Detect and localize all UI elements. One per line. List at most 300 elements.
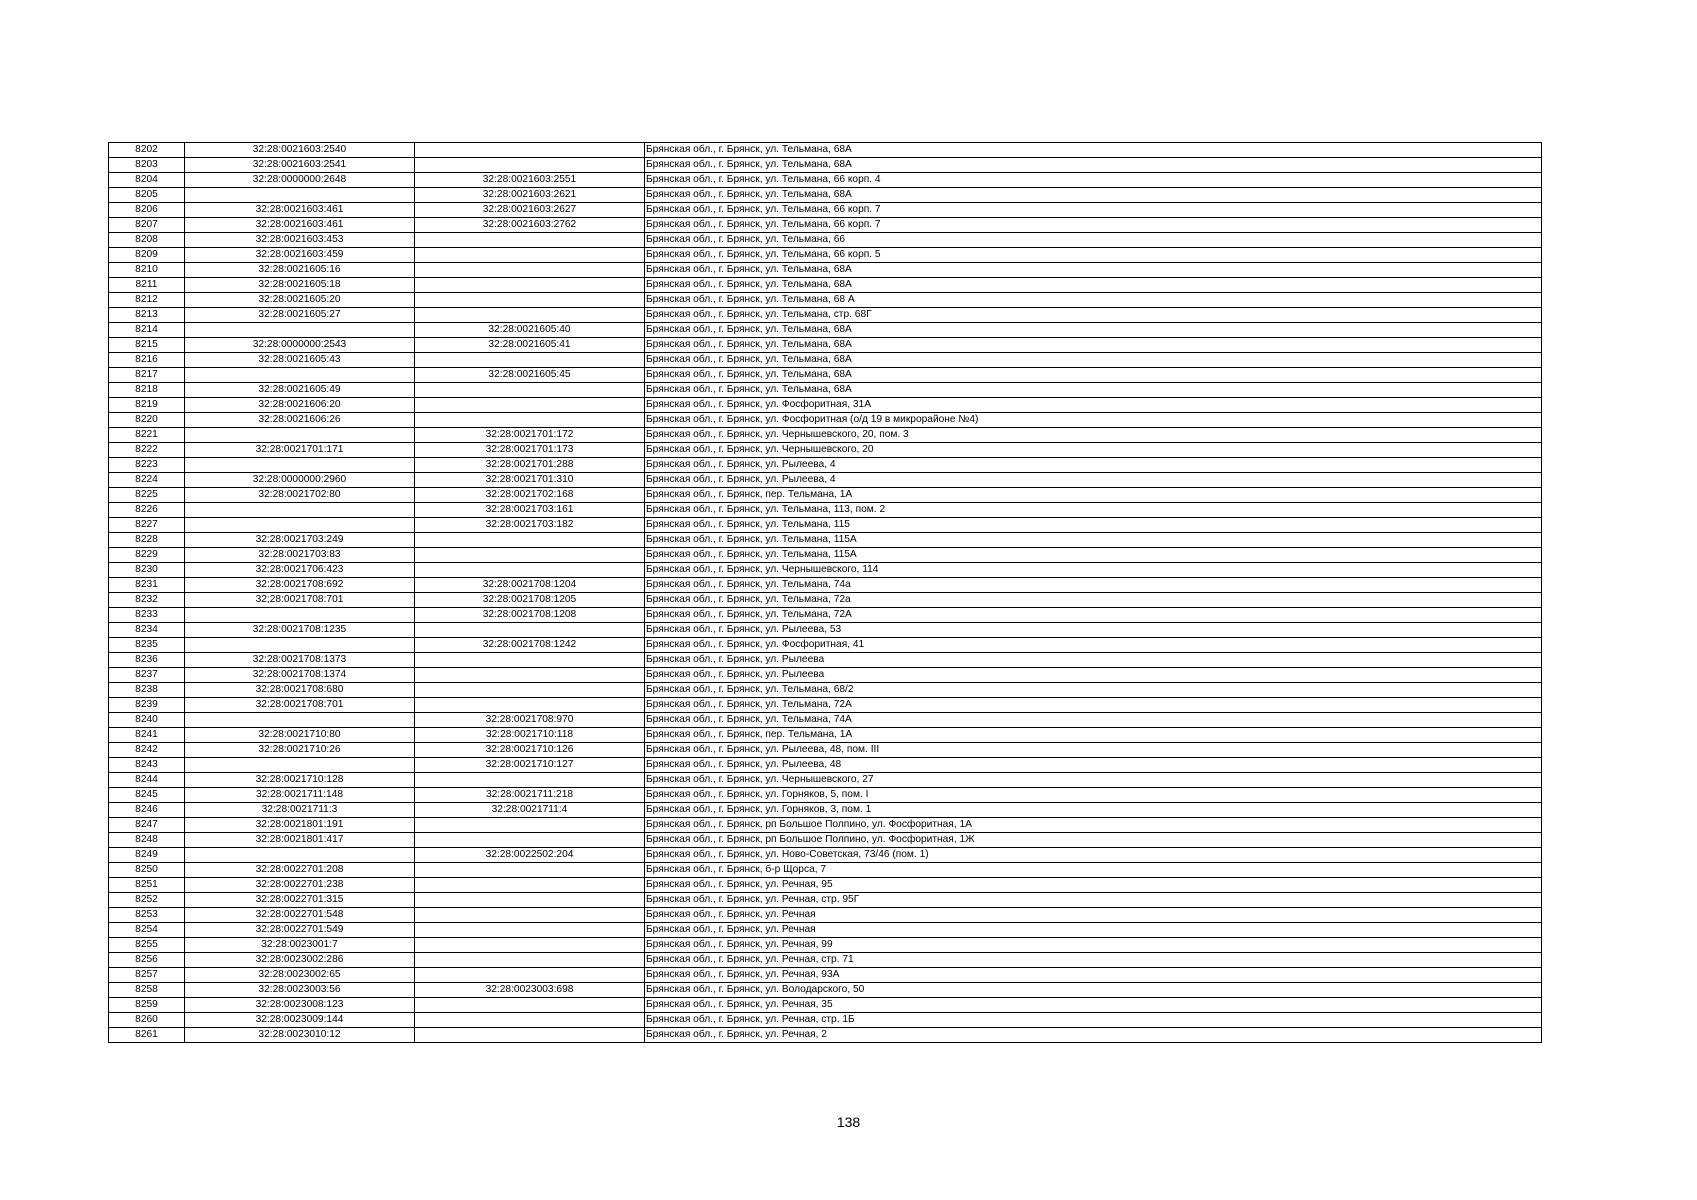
row-number-cell: 8236 xyxy=(109,653,185,668)
row-number-cell: 8227 xyxy=(109,518,185,533)
row-number-cell: 8253 xyxy=(109,908,185,923)
related-cadastral-number-cell: 32:28:0021701:173 xyxy=(415,443,645,458)
related-cadastral-number-cell xyxy=(415,908,645,923)
cadastral-number-cell: 32:28:0021603:2540 xyxy=(185,143,415,158)
address-cell: Брянская обл., г. Брянск, ул. Рылеева xyxy=(645,653,1542,668)
related-cadastral-number-cell xyxy=(415,923,645,938)
cadastral-number-cell: 32:28:0021605:49 xyxy=(185,383,415,398)
address-cell: Брянская обл., г. Брянск, ул. Тельмана, 68А xyxy=(645,368,1542,383)
address-cell: Брянская обл., г. Брянск, ул. Тельмана, 66 xyxy=(645,233,1542,248)
table-row xyxy=(109,473,1542,488)
related-cadastral-number-cell: 32:28:0021701:172 xyxy=(415,428,645,443)
cadastral-number-cell: 32:28:0000000:2960 xyxy=(185,473,415,488)
cadastral-number-cell: 32:28:0021710:26 xyxy=(185,743,415,758)
page-number: 138 xyxy=(836,1114,861,1130)
row-number-cell: 8251 xyxy=(109,878,185,893)
table-row xyxy=(109,488,1542,503)
table-row xyxy=(109,983,1542,998)
cadastral-number-cell: 32:28:0023001:7 xyxy=(185,938,415,953)
table-row xyxy=(109,248,1542,263)
related-cadastral-number-cell: 32:28:0021605:40 xyxy=(415,323,645,338)
table-row xyxy=(109,518,1542,533)
row-number-cell: 8260 xyxy=(109,1013,185,1028)
address-cell: Брянская обл., г. Брянск, ул. Чернышевского, 27 xyxy=(645,773,1542,788)
cadastral-number-cell xyxy=(185,368,415,383)
row-number-cell: 8223 xyxy=(109,458,185,473)
address-cell: Брянская обл., г. Брянск, ул. Речная, 99 xyxy=(645,938,1542,953)
cadastral-number-cell: 32:28:0023003:56 xyxy=(185,983,415,998)
table-row xyxy=(109,143,1542,158)
table-row xyxy=(109,278,1542,293)
table-row xyxy=(109,428,1542,443)
cadastral-number-cell xyxy=(185,188,415,203)
address-cell: Брянская обл., г. Брянск, б-р Щорса, 7 xyxy=(645,863,1542,878)
cadastral-number-cell xyxy=(185,758,415,773)
address-cell: Брянская обл., г. Брянск, ул. Речная, 35 xyxy=(645,998,1542,1013)
row-number-cell: 8240 xyxy=(109,713,185,728)
related-cadastral-number-cell xyxy=(415,653,645,668)
address-cell: Брянская обл., г. Брянск, ул. Тельмана, 68А xyxy=(645,338,1542,353)
address-cell: Брянская обл., г. Брянск, ул. Тельмана, 74а xyxy=(645,578,1542,593)
address-cell: Брянская обл., г. Брянск, ул. Тельмана, 68А xyxy=(645,383,1542,398)
address-cell: Брянская обл., г. Брянск, ул. Горняков, 3, пом. 1 xyxy=(645,803,1542,818)
related-cadastral-number-cell xyxy=(415,893,645,908)
related-cadastral-number-cell: 32:28:0021708:1204 xyxy=(415,578,645,593)
cadastral-number-cell: 32:28:0023010:12 xyxy=(185,1028,415,1043)
related-cadastral-number-cell xyxy=(415,413,645,428)
row-number-cell: 8243 xyxy=(109,758,185,773)
table-row xyxy=(109,293,1542,308)
row-number-cell: 8219 xyxy=(109,398,185,413)
address-cell: Брянская обл., г. Брянск, рп Большое Полпино, ул. Фосфоритная, 1А xyxy=(645,818,1542,833)
row-number-cell: 8206 xyxy=(109,203,185,218)
address-cell: Брянская обл., г. Брянск, ул. Чернышевского, 20, пом. 3 xyxy=(645,428,1542,443)
address-cell: Брянская обл., г. Брянск, ул. Ново-Советская, 73/46 (пом. 1) xyxy=(645,848,1542,863)
table-row xyxy=(109,878,1542,893)
address-cell: Брянская обл., г. Брянск, пер. Тельмана, 1А xyxy=(645,488,1542,503)
related-cadastral-number-cell xyxy=(415,998,645,1013)
cadastral-number-cell xyxy=(185,323,415,338)
related-cadastral-number-cell xyxy=(415,158,645,173)
row-number-cell: 8207 xyxy=(109,218,185,233)
related-cadastral-number-cell xyxy=(415,308,645,323)
cadastral-number-cell: 32:28:0022701:238 xyxy=(185,878,415,893)
table-row xyxy=(109,968,1542,983)
row-number-cell: 8244 xyxy=(109,773,185,788)
row-number-cell: 8245 xyxy=(109,788,185,803)
address-cell: Брянская обл., г. Брянск, ул. Рылеева xyxy=(645,668,1542,683)
address-cell: Брянская обл., г. Брянск, ул. Тельмана, 72А xyxy=(645,608,1542,623)
related-cadastral-number-cell xyxy=(415,773,645,788)
related-cadastral-number-cell: 32:28:0021603:2762 xyxy=(415,218,645,233)
cadastral-number-cell: 32:28:0023008:123 xyxy=(185,998,415,1013)
cadastral-number-cell: 32:28:0021606:20 xyxy=(185,398,415,413)
row-number-cell: 8217 xyxy=(109,368,185,383)
row-number-cell: 8248 xyxy=(109,833,185,848)
related-cadastral-number-cell xyxy=(415,383,645,398)
row-number-cell: 8214 xyxy=(109,323,185,338)
address-cell: Брянская обл., г. Брянск, ул. Тельмана, 115 xyxy=(645,518,1542,533)
address-cell: Брянская обл., г. Брянск, ул. Тельмана, 72а xyxy=(645,593,1542,608)
related-cadastral-number-cell xyxy=(415,533,645,548)
related-cadastral-number-cell xyxy=(415,623,645,638)
table-row xyxy=(109,383,1542,398)
related-cadastral-number-cell xyxy=(415,698,645,713)
address-cell: Брянская обл., г. Брянск, ул. Рылеева, 4 xyxy=(645,473,1542,488)
table-row xyxy=(109,698,1542,713)
address-cell: Брянская обл., г. Брянск, ул. Тельмана, 68А xyxy=(645,278,1542,293)
address-cell: Брянская обл., г. Брянск, ул. Речная, стр. 95Г xyxy=(645,893,1542,908)
row-number-cell: 8231 xyxy=(109,578,185,593)
related-cadastral-number-cell: 32:28:0021710:118 xyxy=(415,728,645,743)
table-row xyxy=(109,353,1542,368)
cadastral-number-cell: 32:28:0022701:208 xyxy=(185,863,415,878)
cadastral-number-cell xyxy=(185,848,415,863)
related-cadastral-number-cell: 32:28:0021702:168 xyxy=(415,488,645,503)
address-cell: Брянская обл., г. Брянск, ул. Чернышевского, 114 xyxy=(645,563,1542,578)
address-cell: Брянская обл., г. Брянск, ул. Рылеева, 4 xyxy=(645,458,1542,473)
row-number-cell: 8203 xyxy=(109,158,185,173)
related-cadastral-number-cell xyxy=(415,863,645,878)
related-cadastral-number-cell: 32:28:0021605:45 xyxy=(415,368,645,383)
row-number-cell: 8225 xyxy=(109,488,185,503)
address-cell: Брянская обл., г. Брянск, ул. Тельмана, 68А xyxy=(645,353,1542,368)
table-row xyxy=(109,503,1542,518)
related-cadastral-number-cell: 32:28:0021603:2621 xyxy=(415,188,645,203)
related-cadastral-number-cell: 32:28:0021710:127 xyxy=(415,758,645,773)
address-cell: Брянская обл., г. Брянск, ул. Тельмана, 68А xyxy=(645,323,1542,338)
related-cadastral-number-cell xyxy=(415,563,645,578)
address-cell: Брянская обл., г. Брянск, ул. Тельмана, 68А xyxy=(645,143,1542,158)
table-row xyxy=(109,908,1542,923)
related-cadastral-number-cell: 32:28:0021703:161 xyxy=(415,503,645,518)
address-cell: Брянская обл., г. Брянск, ул. Тельмана, 115А xyxy=(645,533,1542,548)
table-row xyxy=(109,188,1542,203)
cadastral-number-cell: 32:28:0023009:144 xyxy=(185,1013,415,1028)
row-number-cell: 8216 xyxy=(109,353,185,368)
cadastral-number-cell: 32:28:0000000:2543 xyxy=(185,338,415,353)
row-number-cell: 8249 xyxy=(109,848,185,863)
row-number-cell: 8241 xyxy=(109,728,185,743)
address-cell: Брянская обл., г. Брянск, ул. Тельмана, 72А xyxy=(645,698,1542,713)
cadastral-number-cell xyxy=(185,713,415,728)
row-number-cell: 8246 xyxy=(109,803,185,818)
related-cadastral-number-cell xyxy=(415,818,645,833)
related-cadastral-number-cell xyxy=(415,1013,645,1028)
table-row xyxy=(109,728,1542,743)
row-number-cell: 8220 xyxy=(109,413,185,428)
related-cadastral-number-cell: 32:28:0021605:41 xyxy=(415,338,645,353)
related-cadastral-number-cell xyxy=(415,938,645,953)
cadastral-number-cell: 32:28:0021603:453 xyxy=(185,233,415,248)
related-cadastral-number-cell xyxy=(415,293,645,308)
row-number-cell: 8224 xyxy=(109,473,185,488)
row-number-cell: 8202 xyxy=(109,143,185,158)
table-row xyxy=(109,173,1542,188)
table-row xyxy=(109,218,1542,233)
table-row xyxy=(109,758,1542,773)
address-cell: Брянская обл., г. Брянск, ул. Тельмана, 68/2 xyxy=(645,683,1542,698)
row-number-cell: 8222 xyxy=(109,443,185,458)
row-number-cell: 8218 xyxy=(109,383,185,398)
table-row xyxy=(109,458,1542,473)
cadastral-number-cell: 32:28:0021711:148 xyxy=(185,788,415,803)
related-cadastral-number-cell xyxy=(415,548,645,563)
table-row xyxy=(109,953,1542,968)
row-number-cell: 8208 xyxy=(109,233,185,248)
cadastral-number-cell: 32:28:0021603:461 xyxy=(185,218,415,233)
table-row xyxy=(109,443,1542,458)
row-number-cell: 8233 xyxy=(109,608,185,623)
address-cell: Брянская обл., г. Брянск, ул. Тельмана, 66 корп. 7 xyxy=(645,218,1542,233)
table-row xyxy=(109,368,1542,383)
table-row xyxy=(109,833,1542,848)
table-row xyxy=(109,803,1542,818)
cadastral-number-cell: 32:28:0021708:1374 xyxy=(185,668,415,683)
address-cell: Брянская обл., г. Брянск, ул. Тельмана, 68 А xyxy=(645,293,1542,308)
address-cell: Брянская обл., г. Брянск, ул. Речная, стр. 1Б xyxy=(645,1013,1542,1028)
cadastral-number-cell xyxy=(185,458,415,473)
cadastral-number-cell: 32:28:0021708:680 xyxy=(185,683,415,698)
address-cell: Брянская обл., г. Брянск, ул. Речная, стр. 71 xyxy=(645,953,1542,968)
table-row xyxy=(109,608,1542,623)
table-row xyxy=(109,323,1542,338)
cadastral-number-cell: 32:28:0021605:20 xyxy=(185,293,415,308)
table-row xyxy=(109,578,1542,593)
related-cadastral-number-cell xyxy=(415,398,645,413)
cadastral-number-cell: 32;28:0021708:701 xyxy=(185,593,415,608)
row-number-cell: 8252 xyxy=(109,893,185,908)
cadastral-number-cell: 32:28:0021603:461 xyxy=(185,203,415,218)
address-cell: Брянская обл., г. Брянск, ул. Тельмана, 68А xyxy=(645,188,1542,203)
cadastral-number-cell: 32:28:0023002:65 xyxy=(185,968,415,983)
related-cadastral-number-cell xyxy=(415,263,645,278)
row-number-cell: 8221 xyxy=(109,428,185,443)
row-number-cell: 8229 xyxy=(109,548,185,563)
row-number-cell: 8259 xyxy=(109,998,185,1013)
related-cadastral-number-cell: 32:28:0021708:1208 xyxy=(415,608,645,623)
related-cadastral-number-cell xyxy=(415,668,645,683)
cadastral-number-cell: 32:28:0021708:701 xyxy=(185,698,415,713)
related-cadastral-number-cell xyxy=(415,878,645,893)
row-number-cell: 8205 xyxy=(109,188,185,203)
table-row xyxy=(109,653,1542,668)
row-number-cell: 8210 xyxy=(109,263,185,278)
table-row xyxy=(109,203,1542,218)
address-cell: Брянская обл., г. Брянск, ул. Горняков, 5, пом. I xyxy=(645,788,1542,803)
related-cadastral-number-cell xyxy=(415,683,645,698)
cadastral-number-cell xyxy=(185,518,415,533)
row-number-cell: 8204 xyxy=(109,173,185,188)
table-row xyxy=(109,308,1542,323)
related-cadastral-number-cell: 32:28:0021711:4 xyxy=(415,803,645,818)
related-cadastral-number-cell: 32:28:0021703:182 xyxy=(415,518,645,533)
related-cadastral-number-cell: 32:28:0021711:218 xyxy=(415,788,645,803)
cadastral-number-cell: 32:28:0021710:80 xyxy=(185,728,415,743)
address-cell: Брянская обл., г. Брянск, ул. Тельмана, 68А xyxy=(645,263,1542,278)
row-number-cell: 8213 xyxy=(109,308,185,323)
cadastral-number-cell xyxy=(185,428,415,443)
table-row xyxy=(109,638,1542,653)
cadastral-number-cell: 32:28:0021706:423 xyxy=(185,563,415,578)
cadastral-number-cell: 32:28:0021605:18 xyxy=(185,278,415,293)
address-cell: Брянская обл., г. Брянск, ул. Тельмана, 66 корп. 4 xyxy=(645,173,1542,188)
cadastral-number-cell: 32:28:0022701:315 xyxy=(185,893,415,908)
table-row xyxy=(109,818,1542,833)
table-row xyxy=(109,338,1542,353)
address-cell: Брянская обл., г. Брянск, ул. Володарского, 50 xyxy=(645,983,1542,998)
row-number-cell: 8232 xyxy=(109,593,185,608)
row-number-cell: 8234 xyxy=(109,623,185,638)
cadastral-number-cell: 32:28:0021702:80 xyxy=(185,488,415,503)
row-number-cell: 8255 xyxy=(109,938,185,953)
related-cadastral-number-cell: 32:28:0021708:1205 xyxy=(415,593,645,608)
address-cell: Брянская обл., г. Брянск, ул. Рылеева, 48, пом. III xyxy=(645,743,1542,758)
cadastral-number-cell: 32:28:0022701:549 xyxy=(185,923,415,938)
table-row xyxy=(109,158,1542,173)
table-row xyxy=(109,593,1542,608)
row-number-cell: 8228 xyxy=(109,533,185,548)
related-cadastral-number-cell xyxy=(415,1028,645,1043)
table-row xyxy=(109,1013,1542,1028)
row-number-cell: 8211 xyxy=(109,278,185,293)
address-cell: Брянская обл., г. Брянск, ул. Фосфоритная (о/д 19 в микрорайоне №4) xyxy=(645,413,1542,428)
cadastral-number-cell: 32:28:0021603:2541 xyxy=(185,158,415,173)
row-number-cell: 8212 xyxy=(109,293,185,308)
table-row xyxy=(109,938,1542,953)
row-number-cell: 8247 xyxy=(109,818,185,833)
cadastral-number-cell: 32:28:0000000:2648 xyxy=(185,173,415,188)
address-cell: Брянская обл., г. Брянск, ул. Речная xyxy=(645,908,1542,923)
cadastral-number-cell: 32:28:0021801:417 xyxy=(185,833,415,848)
table-row xyxy=(109,683,1542,698)
cadastral-number-cell: 32:28:0021801:191 xyxy=(185,818,415,833)
address-cell: Брянская обл., г. Брянск, ул. Речная, 95 xyxy=(645,878,1542,893)
table-row xyxy=(109,533,1542,548)
records-table-body xyxy=(109,143,1542,1043)
cadastral-number-cell: 32:28:0022701:548 xyxy=(185,908,415,923)
address-cell: Брянская обл., г. Брянск, ул. Рылеева, 53 xyxy=(645,623,1542,638)
table-row xyxy=(109,623,1542,638)
address-cell: Брянская обл., г. Брянск, ул. Тельмана, 68А xyxy=(645,158,1542,173)
table-row xyxy=(109,773,1542,788)
address-cell: Брянская обл., г. Брянск, ул. Речная xyxy=(645,923,1542,938)
related-cadastral-number-cell: 32:28:0023003:698 xyxy=(415,983,645,998)
row-number-cell: 8209 xyxy=(109,248,185,263)
address-cell: Брянская обл., г. Брянск, рп Большое Полпино, ул. Фосфоритная, 1Ж xyxy=(645,833,1542,848)
address-cell: Брянская обл., г. Брянск, ул. Речная, 93А xyxy=(645,968,1542,983)
table-row xyxy=(109,548,1542,563)
related-cadastral-number-cell: 32:28:0021701:288 xyxy=(415,458,645,473)
cadastral-number-cell: 32:28:0021603:459 xyxy=(185,248,415,263)
address-cell: Брянская обл., г. Брянск, ул. Фосфоритная, 31А xyxy=(645,398,1542,413)
address-cell: Брянская обл., г. Брянск, ул. Тельмана, 115А xyxy=(645,548,1542,563)
related-cadastral-number-cell: 32:28:0022502:204 xyxy=(415,848,645,863)
cadastral-number-cell: 32:28:0021701:171 xyxy=(185,443,415,458)
records-table xyxy=(108,142,1542,1043)
cadastral-number-cell: 32:28:0021606:26 xyxy=(185,413,415,428)
row-number-cell: 8261 xyxy=(109,1028,185,1043)
cadastral-number-cell: 32:28:0021710:128 xyxy=(185,773,415,788)
address-cell: Брянская обл., г. Брянск, ул. Тельмана, стр. 68Г xyxy=(645,308,1542,323)
table-row xyxy=(109,398,1542,413)
row-number-cell: 8239 xyxy=(109,698,185,713)
row-number-cell: 8257 xyxy=(109,968,185,983)
row-number-cell: 8242 xyxy=(109,743,185,758)
cadastral-number-cell: 32:28:0021605:16 xyxy=(185,263,415,278)
row-number-cell: 8237 xyxy=(109,668,185,683)
related-cadastral-number-cell xyxy=(415,278,645,293)
related-cadastral-number-cell: 32:28:0021710:126 xyxy=(415,743,645,758)
cadastral-number-cell: 32:28:0021703:249 xyxy=(185,533,415,548)
table-row xyxy=(109,563,1542,578)
cadastral-number-cell: 32:28:0021708:1235 xyxy=(185,623,415,638)
related-cadastral-number-cell xyxy=(415,233,645,248)
address-cell: Брянская обл., г. Брянск, пер. Тельмана, 1А xyxy=(645,728,1542,743)
related-cadastral-number-cell xyxy=(415,248,645,263)
related-cadastral-number-cell xyxy=(415,143,645,158)
cadastral-number-cell: 32:28:0021605:27 xyxy=(185,308,415,323)
cadastral-number-cell: 32:28:0023002:286 xyxy=(185,953,415,968)
address-cell: Брянская обл., г. Брянск, ул. Тельмана, 113, пом. 2 xyxy=(645,503,1542,518)
cadastral-number-cell: 32:28:0021708:1373 xyxy=(185,653,415,668)
address-cell: Брянская обл., г. Брянск, ул. Тельмана, 66 корп. 7 xyxy=(645,203,1542,218)
related-cadastral-number-cell: 32:28:0021708:1242 xyxy=(415,638,645,653)
related-cadastral-number-cell: 32:28:0021603:2627 xyxy=(415,203,645,218)
table-row xyxy=(109,923,1542,938)
row-number-cell: 8215 xyxy=(109,338,185,353)
row-number-cell: 8226 xyxy=(109,503,185,518)
table-row xyxy=(109,668,1542,683)
row-number-cell: 8238 xyxy=(109,683,185,698)
related-cadastral-number-cell: 32:28:0021701:310 xyxy=(415,473,645,488)
related-cadastral-number-cell xyxy=(415,353,645,368)
address-cell: Брянская обл., г. Брянск, ул. Фосфоритная, 41 xyxy=(645,638,1542,653)
cadastral-number-cell xyxy=(185,503,415,518)
table-row xyxy=(109,788,1542,803)
cadastral-number-cell: 32:28:0021711:3 xyxy=(185,803,415,818)
row-number-cell: 8250 xyxy=(109,863,185,878)
cadastral-number-cell: 32:28:0021605:43 xyxy=(185,353,415,368)
row-number-cell: 8235 xyxy=(109,638,185,653)
address-cell: Брянская обл., г. Брянск, ул. Рылеева, 48 xyxy=(645,758,1542,773)
table-row xyxy=(109,743,1542,758)
address-cell: Брянская обл., г. Брянск, ул. Тельмана, 66 корп. 5 xyxy=(645,248,1542,263)
address-cell: Брянская обл., г. Брянск, ул. Тельмана, 74А xyxy=(645,713,1542,728)
related-cadastral-number-cell xyxy=(415,968,645,983)
table-row xyxy=(109,893,1542,908)
cadastral-number-cell xyxy=(185,638,415,653)
row-number-cell: 8230 xyxy=(109,563,185,578)
related-cadastral-number-cell xyxy=(415,953,645,968)
row-number-cell: 8256 xyxy=(109,953,185,968)
related-cadastral-number-cell: 32:28:0021708:970 xyxy=(415,713,645,728)
table-row xyxy=(109,233,1542,248)
related-cadastral-number-cell xyxy=(415,833,645,848)
cadastral-number-cell: 32:28:0021708:692 xyxy=(185,578,415,593)
address-cell: Брянская обл., г. Брянск, ул. Чернышевского, 20 xyxy=(645,443,1542,458)
address-cell: Брянская обл., г. Брянск, ул. Речная, 2 xyxy=(645,1028,1542,1043)
cadastral-number-cell xyxy=(185,608,415,623)
table-row xyxy=(109,413,1542,428)
table-row xyxy=(109,263,1542,278)
table-row xyxy=(109,1028,1542,1043)
table-row xyxy=(109,863,1542,878)
table-row xyxy=(109,713,1542,728)
table-row xyxy=(109,848,1542,863)
related-cadastral-number-cell: 32:28:0021603:2551 xyxy=(415,173,645,188)
row-number-cell: 8258 xyxy=(109,983,185,998)
